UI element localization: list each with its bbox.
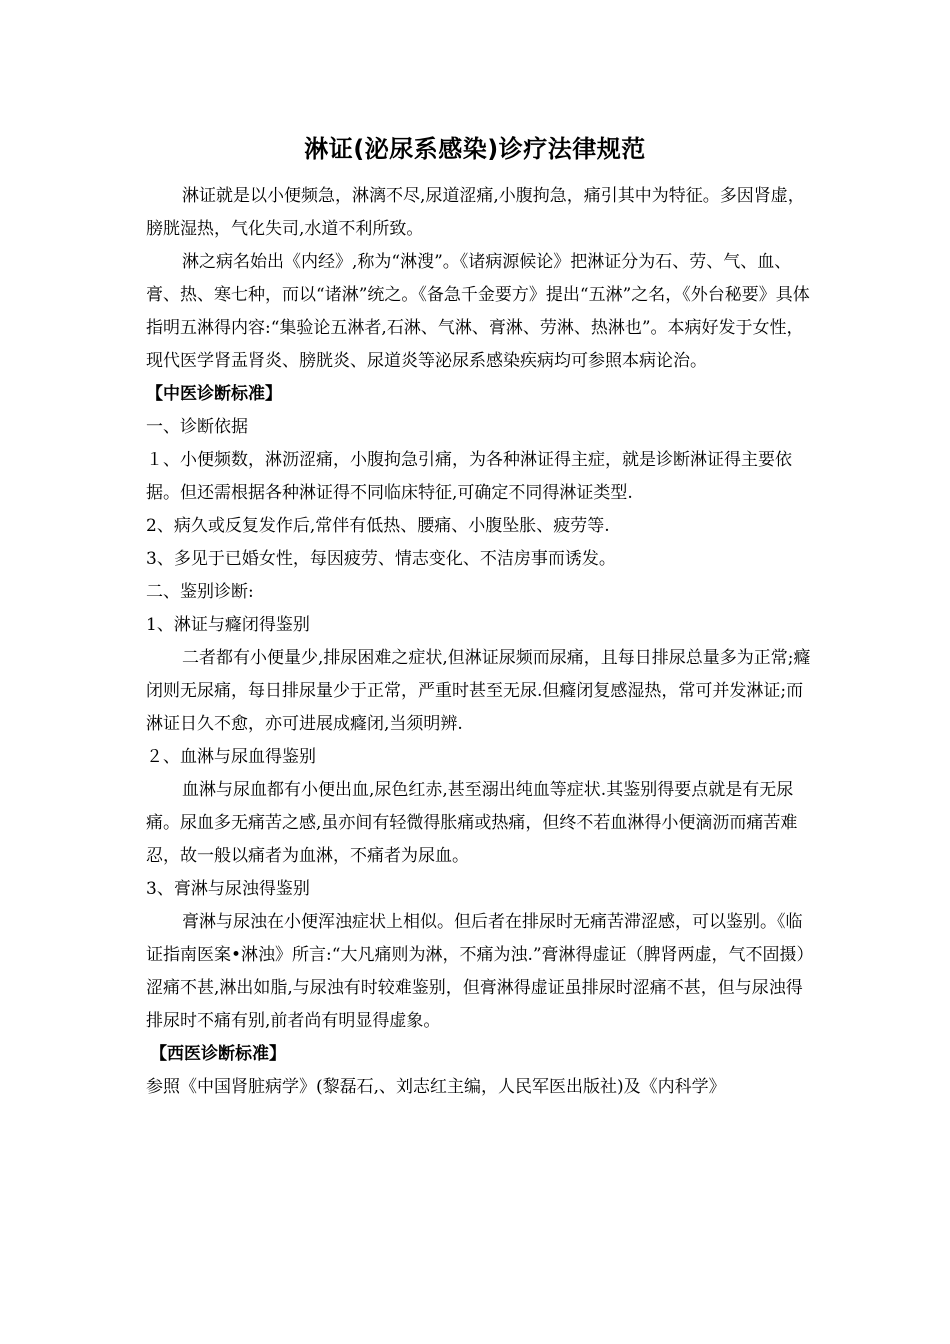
subheading-differential: 二、鉴别诊断: [146,582,254,602]
intro-paragraph: 淋证就是以小便频急，淋漓不尽,尿道涩痛,小腹拘急，痛引其中为特征。多因肾虚，膀胱湿热，气化失司,水道不利所致。 [146,186,805,239]
history-paragraph: 淋之病名始出《内经》,称为“淋溲”。《诸病源候论》把淋证分为石、劳、气、血、膏、热、寒七种，而以“诸淋”统之。《备急千金要方》提出“五淋”之名，《外台秘要》具体指明五淋得内容:“集验论五淋者,石淋、气淋、膏淋、劳淋、热淋也”。本病好发于女性，现代医学肾盂肾炎、膀胱炎、尿道炎等泌尿系感染疾病均可参照本病论治。 [146,252,810,371]
section-heading-western: 【西医诊断标准】 [150,1044,286,1064]
differential-item-text: 膏淋与尿浊在小便浑浊症状上相似。但后者在排尿时无痛苦滞涩感，可以鉴别。《临证指南医案•淋浊》所言:“大凡痛则为淋，不痛为浊.”膏淋得虚证（脾肾两虚，气不固摄）涩痛不甚,淋出如脂,与尿浊有时较难鉴别，但膏淋得虚证虽排尿时涩痛不甚，但与尿浊得排尿时不痛有别,前者尚有明显得虚象。 [146,912,814,1031]
section-heading-tcm: 【中医诊断标准】 [146,384,282,404]
document-body [146,180,814,1104]
differential-item-text: 二者都有小便量少,排尿困难之症状,但淋证尿频而尿痛，且每日排尿总量多为正常;癃闭则无尿痛，每日排尿量少于正常，严重时甚至无尿.但癃闭复感湿热，常可并发淋证;而淋证日久不愈，亦可进展成癃闭,当须明辨. [146,648,811,734]
diagnosis-basis-item: １、小便频数，淋沥涩痛，小腹拘急引痛，为各种淋证得主症，就是诊断淋证得主要依据。但还需根据各种淋证得不同临床特征,可确定不同得淋证类型. [146,450,792,503]
western-criteria-text: 参照《中国肾脏病学》(黎磊石,、刘志红主编，人民军医出版社)及《内科学》 [146,1077,726,1097]
differential-item-text: 血淋与尿血都有小便出血,尿色红赤,甚至溺出纯血等症状.其鉴别得要点就是有无尿痛。尿血多无痛苦之感,虽亦间有轻微得胀痛或热痛，但终不若血淋得小便滴沥而痛苦难忍，故一般以痛者为血淋，不痛者为尿血。 [146,780,798,866]
differential-item-title: 3、膏淋与尿浊得鉴别 [146,879,310,899]
diagnosis-basis-item: 2、病久或反复发作后,常伴有低热、腰痛、小腹坠胀、疲劳等. [146,516,610,536]
diagnosis-basis-item: 3、多见于已婚女性，每因疲劳、情志变化、不洁房事而诱发。 [146,549,616,569]
subheading-diagnosis-basis: 一、诊断依据 [146,417,248,437]
differential-item-title: ２、血淋与尿血得鉴别 [146,747,316,767]
differential-item-title: 1、淋证与癃闭得鉴别 [146,615,310,635]
document-title: 淋证(泌尿系感染)诊疗法律规范 [304,135,646,163]
